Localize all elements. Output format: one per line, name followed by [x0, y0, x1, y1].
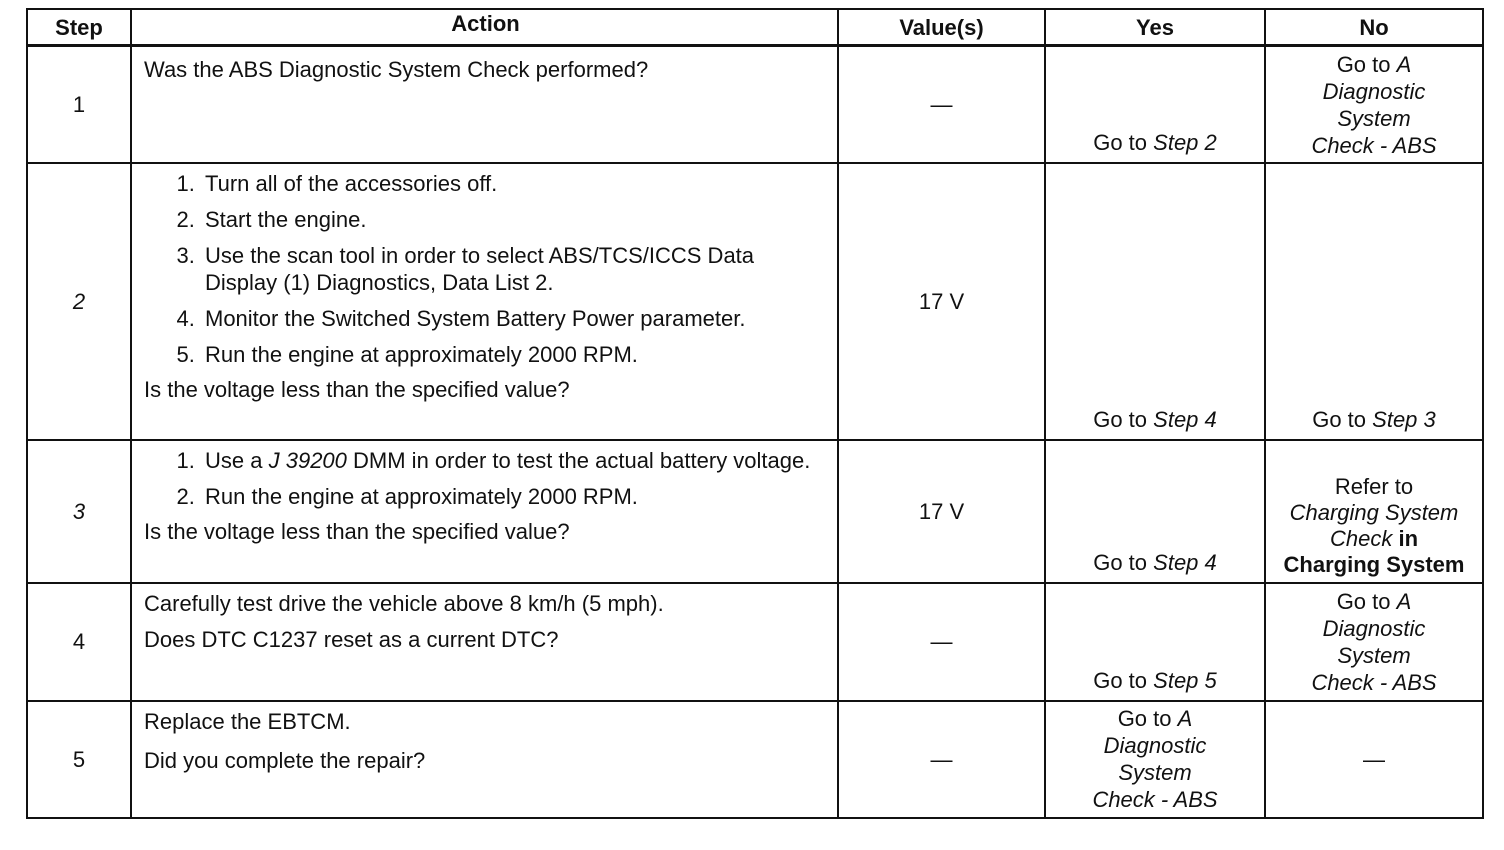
yes-cell [1045, 163, 1265, 440]
header-yes: Yes [1045, 9, 1265, 46]
no-prefix: Go to [1336, 52, 1391, 77]
yes-link-diagnostic[interactable]: Diagnostic [1103, 733, 1207, 758]
no-cell [1265, 583, 1483, 701]
step-number: 2 [27, 163, 131, 440]
action-cell [131, 701, 838, 818]
yes-prefix: Go to [1093, 549, 1148, 575]
no-cell [1265, 163, 1483, 440]
action-question: Does DTC C1237 reset as a current DTC? [144, 626, 559, 652]
yes-prefix: Go to [1117, 706, 1172, 731]
action-cell [131, 440, 838, 583]
no-link-a[interactable]: A [1396, 588, 1412, 614]
header-step: Step [27, 9, 131, 46]
action-step [201, 447, 827, 474]
no-in: in [1398, 525, 1419, 551]
table-row-step-1 [27, 46, 1483, 163]
action-step: 1. Turn all of the accessories off. [201, 170, 827, 197]
action-step: 2. Run the engine at approximately 2000 RPM. [201, 483, 827, 510]
action-question: Is the voltage less than the specified value? [144, 518, 570, 544]
action-step: 5. Run the engine at approximately 2000 RPM. [201, 341, 827, 368]
action-steps-list [144, 170, 827, 368]
action-cell [131, 583, 838, 701]
no-cell [1265, 46, 1483, 163]
action-cell [131, 46, 838, 163]
table-row-step-5 [27, 701, 1483, 818]
action-step: 2. Start the engine. [201, 206, 827, 233]
header-values: Value(s) [838, 9, 1045, 46]
yes-cell [1045, 701, 1265, 818]
diagnostic-table [26, 8, 1484, 819]
no-refer: Refer to [1334, 473, 1414, 499]
no-link-diagnostic[interactable]: Diagnostic [1322, 615, 1426, 641]
yes-prefix: Go to [1093, 129, 1148, 155]
value-cell: — [838, 701, 1045, 818]
no-cell: — [1265, 701, 1483, 818]
value-cell: — [838, 583, 1045, 701]
no-charging-system-section: Charging System [1283, 551, 1465, 577]
yes-cell [1045, 583, 1265, 701]
action-question: Did you complete the repair? [144, 747, 426, 773]
action-question: Is the voltage less than the specified value? [144, 376, 570, 402]
header-row [27, 9, 1483, 46]
action-text: Replace the EBTCM. [144, 708, 351, 734]
no-link-step-3[interactable]: Step 3 [1372, 406, 1436, 432]
no-link-a[interactable]: A [1396, 52, 1412, 77]
no-link-check-abs[interactable]: Check - ABS [1311, 133, 1437, 158]
step-number: 4 [27, 583, 131, 701]
value-cell: — [838, 46, 1045, 163]
yes-link-step-4[interactable]: Step 4 [1153, 549, 1217, 575]
yes-link-system[interactable]: System [1118, 760, 1192, 785]
yes-link-step-2[interactable]: Step 2 [1153, 129, 1217, 155]
no-link-diagnostic[interactable]: Diagnostic [1322, 79, 1426, 104]
yes-link-check-abs[interactable]: Check - ABS [1092, 787, 1218, 812]
action-cell [131, 163, 838, 440]
yes-link-step-4[interactable]: Step 4 [1153, 406, 1217, 432]
yes-prefix: Go to [1093, 406, 1148, 432]
yes-link-step-5[interactable]: Step 5 [1153, 667, 1217, 693]
step-text: Use a [205, 447, 263, 473]
no-cell [1265, 440, 1483, 583]
header-no: No [1265, 9, 1483, 46]
no-link-check-abs[interactable]: Check - ABS [1311, 669, 1437, 695]
yes-cell [1045, 46, 1265, 163]
table-row-step-2 [27, 163, 1483, 440]
tool-name: J 39200 [268, 447, 347, 473]
no-link-system[interactable]: System [1337, 642, 1411, 668]
table-row-step-3 [27, 440, 1483, 583]
no-prefix: Go to [1312, 406, 1367, 432]
no-link-check[interactable]: Check [1329, 525, 1393, 551]
action-text: Was the ABS Diagnostic System Check performed? [144, 57, 649, 82]
value-cell: 17 V [838, 440, 1045, 583]
step-number: 1 [27, 46, 131, 163]
action-step: 3. Use the scan tool in order to select ABS/TCS/ICCS Data Display (1) Diagnostics, Data List 2. [201, 242, 827, 296]
step-number: 3 [27, 440, 131, 583]
no-prefix: Go to [1336, 588, 1391, 614]
step-text: DMM in order to test the actual battery voltage. [353, 447, 811, 473]
yes-link-a[interactable]: A [1177, 706, 1193, 731]
value-cell: 17 V [838, 163, 1045, 440]
table-row-step-4 [27, 583, 1483, 701]
yes-cell [1045, 440, 1265, 583]
action-step: 4. Monitor the Switched System Battery Power parameter. [201, 305, 827, 332]
action-text: Carefully test drive the vehicle above 8 km/h (5 mph). [144, 590, 664, 616]
no-link-charging-system-check[interactable]: Charging System [1289, 499, 1459, 525]
header-action: Action [131, 9, 838, 46]
action-steps-list [144, 447, 827, 510]
yes-prefix: Go to [1093, 667, 1148, 693]
step-number: 5 [27, 701, 131, 818]
no-link-system[interactable]: System [1337, 106, 1411, 131]
